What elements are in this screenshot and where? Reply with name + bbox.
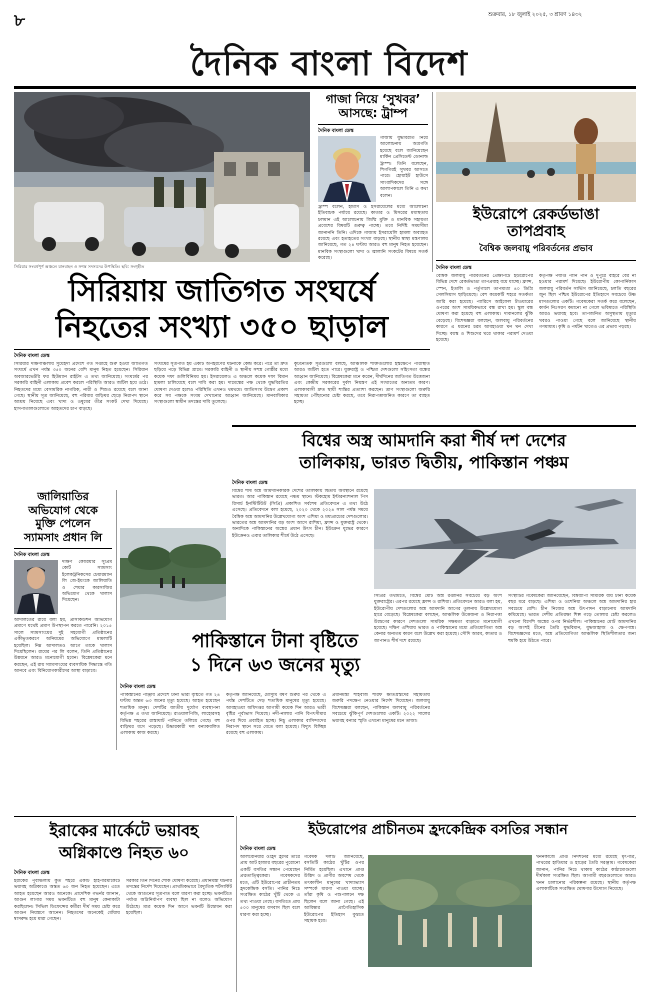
iraq-col2: সরকার তিন দিনের শোক ঘোষণা করেছে। প্রধানমন্ত্রী ঘটনার তদন্তের নির্দেশ দিয়েছেন। প্রাথমিকভাবে বৈদ্যুতিক শর্টসার্কিট থেকে আগুনের সূত্রপাত বলে ধারণা করা হচ্ছে। ভবনটিতে পর্যাপ্ত অগ্নিনির্বাপণ ব্যবস্থা ছিল না বলেও অভিযোগ উঠেছে। মাত্র কয়েক দিন আগে ভবনটি উদ্বোধন করা হয়েছিল।: [126, 879, 232, 917]
arms-byline: দৈনিক বাংলা ডেস্ক: [232, 481, 268, 486]
syria-col2: সংঘর্ষের সূত্রপাত হয় একটি অপহরণের ঘটনাকে কেন্দ্র করে। পরে তা দ্রুত ছড়িয়ে পড়ে বিভিন্ন গ্রামে। সরকারি বাহিনী ও স্থানীয় সশস্ত্র গোষ্ঠীর মধ্যে কয়েক দফা গুলিবিনিময় হয়। ইসরায়েলও এ অঞ্চলে কয়েক দফা বিমান হামলা চালিয়েছে বলে দাবি করা হয়। দামেস্কের পক্ষ থেকে যুদ্ধবিরতির ঘোষণা দেওয়া হলেও পরিস্থিতি এখনও থমথমে। জাতিসংঘ উদ্বেগ প্রকাশ করে সব পক্ষকে সংযম দেখানোর আহ্বান জানিয়েছে। মানবাধিকার সংস্থাগুলো স্বাধীন তদন্তের দাবি তুলেছে।: [154, 362, 288, 406]
europe-heat-byline: দৈনিক বাংলা ডেস্ক: [436, 266, 472, 271]
samsung-headline-line2: অভিযোগ থেকে: [28, 503, 98, 517]
samsung-body-main: আদালতের রায়ে বলা হয়, প্রসিকিউশন অভিযোগ প্রমাণে যথেষ্ট প্রমাণ উপস্থাপন করতে পারেনি। ২০১৫ সালে স্যামসাংয়ের দুই সহযোগী প্রতিষ্ঠানের একীভূতকরণে অনিয়মের অভিযোগে মামলাটি হয়েছিল। নিম্ন আদালতও আগে তাকে খালাস দিয়েছিলেন। রায়ের পর লি বলেন, তিনি প্রতিষ্ঠানের উন্নয়নে আরও মনোযোগী হবেন। বিশ্লেষকেরা মনে করছেন, এই রায় স্যামসাংয়ের ব্যবসায়িক সিদ্ধান্তে গতি আনবে এবং বিনিয়োগকারীদের আস্থা বাড়াবে।: [14, 618, 112, 675]
pakistan-headline: [120, 630, 430, 678]
samsung-chief-photo: [14, 560, 58, 614]
gaza-body-side: গাজায় যুদ্ধবিরতি নিয়ে আলোচনায় অগ্রগতি হয়েছে বলে জানিয়েছেন মার্কিন প্রেসিডেন্ট ডোনাল্ড ট্রাম্প। তিনি বলেছেন, শিগগিরই সুখবর আসতে পারে। হোয়াইট হাউসে সাংবাদিকদের সঙ্গে আলাপকালে তিনি এ কথা বলেন।: [380, 136, 428, 199]
arms-top-rule: [232, 425, 636, 427]
column-divider: [116, 490, 117, 750]
pakistan-col1: পাকিস্তানের পাঞ্জাব প্রদেশে টানা ভারী বৃষ্টিতে গত ২৪ ঘণ্টায় অন্তত ৬৩ জনের মৃত্যু হয়েছে। আহত হয়েছেন শতাধিক মানুষ। দেশটির জাতীয় দুর্যোগ ব্যবস্থাপনা কর্তৃপক্ষ এ তথ্য জানিয়েছে। রাওয়ালপিন্ডি, লাহোরসহ বিভিন্ন শহরের রাস্তাঘাট পানিতে তলিয়ে গেছে। বহু বাড়িঘর ধসে পড়েছে। উদ্ধারকারী দল বন্যাকবলিত এলাকায় কাজ করছে।: [120, 693, 220, 737]
neolithic-site-photo: [368, 855, 532, 967]
arms-col2: সিপ্রির তথ্যমতে, বিশ্বের মোট অস্ত্র রপ্তানির সবচেয়ে বড় অংশ যুক্তরাষ্ট্রের। এরপর রয়েছে ফ্রান্স ও রাশিয়া। প্রতিবেদনে আরও বলা হয়, ইউরোপীয় দেশগুলোর অস্ত্র আমদানি আগের তুলনায় উল্লেখযোগ্য হারে বেড়েছে। বিশ্লেষকেরা বলছেন, আঞ্চলিক উত্তেজনা ও নিরাপত্তা উদ্বেগের কারণে দেশগুলো সামরিক সক্ষমতা বাড়াতে মনোযোগী হয়েছে। দক্ষিণ এশিয়ায় ভারত ও পাকিস্তানের মধ্যে প্রতিযোগিতা অস্ত্র কেনার অন্যতম কারণ বলে উল্লেখ করা হয়েছে। সৌদি আরব, কাতার ও জাপানও শীর্ষ দশে রয়েছে।: [374, 594, 502, 644]
syria-headline-rule: [14, 349, 430, 350]
page-number: ৮: [14, 11, 26, 31]
syria-col1: সিরিয়ার দক্ষিণাঞ্চলীয় সুয়েইদা প্রদেশে গত সপ্তাহে শুরু হওয়া জাতিগত সংঘর্ষে এখন পর্যন্ত ৩৫০ জনের বেশি মানুষ নিহত হয়েছেন। সিরিয়ান অবজারভেটরি ফর হিউম্যান রাইটস এ তথ্য জানিয়েছে। সংঘর্ষের পর সরকারি বাহিনী এলাকায় প্রবেশ করলে পরিস্থিতি আরও জটিল হয়ে ওঠে। নিহতদের মধ্যে বেসামরিক নাগরিক, নারী ও শিশুও রয়েছে বলে জানা গেছে। স্থানীয় সূত্র জানিয়েছে, বহু পরিবার বাড়িঘর ছেড়ে নিরাপদ স্থানে আশ্রয় নিয়েছে এবং খাদ্য ও ওষুধের তীব্র সংকট দেখা দিয়েছে। হাসপাতালগুলোতে আহতদের চাপ বাড়ছে।: [14, 362, 148, 412]
samsung-headline-line4: স্যামসাং প্রধান লি: [23, 530, 103, 544]
arms-headline-line1: বিশ্বের অস্ত্র আমদানি করা শীর্ষ দশ দেশের: [302, 431, 566, 450]
neolithic-col2: গবেষক দলটি জানিয়েছে, বসতিটি কাঠের খুঁটির ওপর নির্মিত হয়েছিল। এখানে প্রাপ্ত উদ্ভিদ ও প্রাণীর অবশেষ থেকে তৎকালীন মানুষের খাদ্যাভ্যাস সম্পর্কে ধারণা পাওয়া যাচ্ছে। তাঁরা কৃষি ও পশুপালনে দক্ষ ছিলেন বলে জানা গেছে। এই আবিষ্কার প্রাগৈতিহাসিক ইউরোপের ইতিহাস বুঝতে সহায়ক হবে।: [304, 855, 364, 925]
masthead-rule: [14, 86, 636, 89]
trump-photo: [318, 136, 376, 202]
europe-heat-col1: বৈশ্বিক জলবায়ু পরিবর্তনের প্রেক্ষাপটে ইউরোপের বিভিন্ন দেশে রেকর্ডভাঙা তাপপ্রবাহ বয়ে যাচ্ছে। ফ্রান্স, স্পেন, ইতালি ও পর্তুগালে তাপমাত্রা ৪০ ডিগ্রি সেলসিয়াস ছাড়িয়েছে। বেশ কয়েকটি শহরে সতর্কতা জারি করা হয়েছে। প্যারিসে আইফেল টাওয়ারের ওপরের অংশ সাময়িকভাবে বন্ধ রাখা হয়। স্কুল বন্ধ ঘোষণা করা হয়েছে বহু এলাকায়। দাবানলের ঝুঁকি বেড়েছে। বিশেষজ্ঞরা বলছেন, জলবায়ু পরিবর্তনের কারণে এ ধরনের চরম আবহাওয়া ঘন ঘন দেখা দিচ্ছে। বয়স্ক ও শিশুদের ঘরে থাকার পরামর্শ দেওয়া হয়েছে।: [436, 274, 533, 344]
pakistan-col2: কর্তৃপক্ষ জানিয়েছে, মৌসুমি বর্ষণ শুরুর পর থেকে এ পর্যন্ত দেশটিতে দেড় শতাধিক মানুষের মৃত্যু হয়েছে। আবহাওয়া অধিদপ্তর আগামী কয়েক দিন আরও ভারী বৃষ্টির পূর্বাভাস দিয়েছে। নদী-নালার পানি বিপৎসীমার ওপর দিয়ে প্রবাহিত হচ্ছে। নিচু এলাকার বাসিন্দাদের নিরাপদ স্থানে সরে যেতে বলা হয়েছে। বিদ্যুৎ বিচ্ছিন্ন রয়েছে বহু এলাকায়।: [226, 693, 326, 737]
pakistan-flood-photo: [120, 528, 226, 620]
europe-heat-headline-line2: তাপপ্রবাহ: [507, 222, 565, 241]
europe-heat-rule: [436, 260, 636, 261]
neolithic-top-rule: [240, 816, 636, 817]
arms-col1: বিশ্বের শীর্ষ অস্ত্র আমদানিকারক দেশের তালিকায় দ্বিতীয় অবস্থানে রয়েছে ভারত। আর পাকিস্তান রয়েছে পঞ্চম স্থানে। স্টকহোম ইন্টারন্যাশনাল পিস রিসার্চ ইনস্টিটিউট (সিপ্রি) প্রকাশিত সর্বশেষ প্রতিবেদনে এ তথ্য উঠে এসেছে। প্রতিবেদনে বলা হয়েছে, ২০২০ থেকে ২০২৪ সাল পর্যন্ত সময়ে বৈশ্বিক অস্ত্র আমদানির উল্লেখযোগ্য অংশ এশিয়া ও মধ্যপ্রাচ্যের দেশগুলোর। ভারতের অস্ত্র আমদানির বড় অংশ আসে রাশিয়া, ফ্রান্স ও যুক্তরাষ্ট্র থেকে। অন্যদিকে পাকিস্তানের অস্ত্রের প্রধান উৎস চীন। ইউক্রেন যুদ্ধের কারণে ইউক্রেনও এবার তালিকার শীর্ষে উঠে এসেছে।: [232, 489, 368, 539]
samsung-headline-rule: [14, 548, 112, 549]
iraq-top-rule: [14, 816, 234, 817]
pakistan-headline-line2: ১ দিনে ৬৩ জনের মৃত্যু: [189, 655, 361, 676]
gaza-headline-line2: আসছে: ট্রাম্প: [338, 105, 408, 120]
syria-headline-line1: সিরিয়ায় জাতিগত সংঘর্ষে: [68, 274, 376, 309]
iraq-headline-line1: ইরাকের মার্কেটে ভয়াবহ: [49, 821, 199, 840]
gaza-headline-line1: গাজা নিয়ে ‘সুখবর’: [325, 92, 421, 106]
arms-headline: [232, 430, 636, 474]
arms-col3: সংস্থাটির গবেষকেরা জানিয়েছেন, বিশ্বব্যাপী সামরিক ব্যয় টানা কয়েক বছর ধরে বাড়ছে। এশিয়া ও ওশেনিয়া অঞ্চলে অস্ত্র আমদানির হার সবচেয়ে বেশি। চীন নিজের অস্ত্র উৎপাদন বাড়ানোয় আমদানি কমিয়েছে। ভারত দেশীয় প্রতিরক্ষা শিল্প গড়ে তোলার চেষ্টা করলেও এখনো বিদেশি অস্ত্রের ওপর নির্ভরশীল। পাকিস্তানের মোট আমদানির বড় অংশই চীনের তৈরি যুদ্ধবিমান, যুদ্ধজাহাজ ও ক্ষেপণাস্ত্র। বিশেষজ্ঞদের মতে, অস্ত্র প্রতিযোগিতা আঞ্চলিক স্থিতিশীলতার জন্য হুমকি হয়ে উঠতে পারে।: [508, 594, 636, 644]
fighter-jet-photo: [374, 489, 636, 589]
europe-heat-headline: [436, 206, 636, 241]
column-divider: [236, 816, 237, 992]
europe-heat-headline-line1: ইউরোপে রেকর্ডভাঙা: [472, 205, 600, 223]
iraq-headline: [14, 820, 234, 864]
iraq-byline: দৈনিক বাংলা ডেস্ক: [14, 871, 50, 876]
gaza-byline: দৈনিক বাংলা ডেস্ক: [318, 129, 354, 134]
samsung-headline-line3: মুক্তি পেলেন: [35, 517, 91, 530]
gaza-headline: [318, 93, 428, 121]
neolithic-byline: দৈনিক বাংলা ডেস্ক: [240, 847, 276, 852]
europe-heat-subhead: বৈশ্বিক জলবায়ু পরিবর্তনের প্রভাব: [479, 244, 593, 254]
gaza-headline-rule: [318, 124, 428, 125]
samsung-body-side: দক্ষিণ কোরিয়ার সুপ্রিম কোর্ট স্যামসাং ইলেকট্রনিকসের চেয়ারম্যান লি জে-ইয়ংকে জালিয়াতি ও শেয়ার কারসাজির অভিযোগ থেকে খালাস দিয়েছেন।: [62, 560, 112, 604]
syria-headline-line2: নিহতের সংখ্যা ৩৫০ ছাড়াল: [55, 310, 389, 345]
arms-headline-line2: তালিকায়, ভারত দ্বিতীয়, পাকিস্তান পঞ্চম: [299, 453, 569, 472]
samsung-byline: দৈনিক বাংলা ডেস্ক: [14, 553, 50, 558]
syria-byline: দৈনিক বাংলা ডেস্ক: [14, 354, 50, 359]
europe-heat-col2: কর্তৃপক্ষ পর্যাপ্ত পানি পান ও দুপুরে বাইরে বের না হওয়ার পরামর্শ দিয়েছে। ইউরোপীয় কোপার্নিকাস জলবায়ু পরিবর্তন সার্ভিস জানিয়েছে, চলতি বছরের জুন ছিল পশ্চিম ইউরোপের ইতিহাসে সবচেয়ে উষ্ণ মাসগুলোর একটি। গবেষকেরা সতর্ক করে বলেছেন, কার্বন নিঃসরণ কমানো না গেলে ভবিষ্যতে পরিস্থিতি আরও ভয়াবহ হবে। তাপজনিত অসুস্থতায় মৃত্যুর খবরও পাওয়া গেছে বলে জানিয়েছে স্থানীয় গণমাধ্যম। কৃষি ও পর্যটন খাতেও এর প্রভাব পড়ছে।: [539, 274, 636, 331]
pakistan-byline: দৈনিক বাংলা ডেস্ক: [120, 685, 156, 690]
pakistan-col3: প্রধানমন্ত্রী শাহবাজ শরিফ ক্ষতিগ্রস্তদের সহায়তায় জরুরি পদক্ষেপ নেওয়ার নির্দেশ দিয়েছেন। জলবায়ু বিশেষজ্ঞরা বলছেন, পাকিস্তান জলবায়ু পরিবর্তনের সবচেয়ে ঝুঁকিপূর্ণ দেশগুলোর একটি। ২০২২ সালের ভয়াবহ বন্যার স্মৃতি এখনো মানুষের মনে তাজা।: [332, 693, 430, 724]
masthead-title: দৈনিক বাংলা বিদেশ: [190, 44, 468, 84]
dateline: শুক্রবার, ১৮ জুলাই ২০২৫, ৩ শ্রাবণ ১৪৩২: [488, 12, 582, 18]
samsung-headline: [14, 490, 112, 544]
iraq-headline-line2: অগ্নিকাণ্ডে নিহত ৬০: [58, 843, 190, 862]
column-divider: [432, 92, 433, 272]
gaza-body-main: ট্রাম্প বলেন, হামাস ও ইসরায়েলের মধ্যে আলোচনা ইতিবাচক পর্যায়ে রয়েছে। কাতার ও মিসরের মধ্যস্থতায় চলমান এই আলোচনায় জিম্মি মুক্তি ও মানবিক সহায়তা প্রবেশের বিষয়টি গুরুত্ব পাচ্ছে। তবে নির্দিষ্ট সময়সীমা জানাননি তিনি। এদিকে গাজায় ইসরায়েলি হামলা অব্যাহত রয়েছে এবং হতাহতের সংখ্যা বাড়ছে। স্থানীয় স্বাস্থ্য মন্ত্রণালয় জানিয়েছে, গত ২৪ ঘণ্টায় আরও বহু মানুষ নিহত হয়েছেন। মানবিক সংস্থাগুলো খাদ্য ও জ্বালানি সংকটের বিষয়ে সতর্ক করেছে।: [318, 205, 428, 262]
syria-photo-caption: সিরিয়ার সংঘর্ষপূর্ণ অঞ্চলে যানবাহন ও সশস্ত্র সদস্যদের উপস্থিতি। ছবি: সংগৃহীত: [14, 264, 145, 269]
syria-headline: [14, 274, 430, 346]
samsung-headline-line1: জালিয়াতির: [37, 490, 89, 503]
neolithic-col1: আলবেনিয়ার ওহ্রিদ হ্রদের তীরে প্রায় আট হাজার বছরের পুরোনো একটি বসতির সন্ধান পেয়েছেন প্রত্নতাত্ত্বিকেরা। গবেষকদের মতে, এটি ইউরোপের প্রাচীনতম হ্রদকেন্দ্রিক বসতি। পানির নিচে সংরক্ষিত কাঠের খুঁটি থেকে এ তথ্য পাওয়া গেছে। বসতিতে প্রায় ৫০০ মানুষের বসবাস ছিল বলে ধারণা করা হচ্ছে।: [240, 855, 300, 918]
syria-photo: [14, 92, 310, 262]
neolithic-headline: ইউরোপের প্রাচীনতম হ্রদকেন্দ্রিক বসতির সন্ধান: [308, 822, 568, 838]
neolithic-col3: খননকাজে প্রাপ্ত নিদর্শনের মধ্যে রয়েছে মৃৎপাত্র, পাথরের হাতিয়ার ও হাড়ের তৈরি সরঞ্জাম। গবেষকেরা জানান, পানির নিচে থাকায় কাঠের কাঠামোগুলো দীর্ঘকাল সংরক্ষিত ছিল। আগামী বছরগুলোতে আরও খনন চালানোর পরিকল্পনা রয়েছে। স্থানীয় কর্তৃপক্ষ এলাকাটিকে সংরক্ষিত ঘোষণার উদ্যোগ নিয়েছে।: [536, 855, 636, 893]
pakistan-headline-line1: পাকিস্তানে টানা বৃষ্টিতে: [191, 631, 359, 652]
iraq-col1: ইরাকের পূর্বাঞ্চলীয় কুত শহরে একটি হাইপারমার্কেটে ভয়াবহ অগ্নিকাণ্ডে অন্তত ৬০ জন নিহত হয়েছেন। এতে আহত হয়েছেন আরও অনেকে। প্রাদেশিক গভর্নর জানান, আগুন লাগার সময় ভবনটিতে বহু মানুষ কেনাকাটা করছিলেন। সিভিল ডিফেন্সের কর্মীরা দীর্ঘ সময় চেষ্টা করে আগুন নিয়ন্ত্রণে আনেন। নিহতদের অনেকেই ধোঁয়ায় শ্বাসরুদ্ধ হয়ে মারা গেছেন।: [14, 879, 120, 923]
syria-col3: কূটনৈতিক সূত্রগুলো বলছে, আঞ্চলিক শক্তিগুলোর হস্তক্ষেপে পরিস্থিতি আরও জটিল হতে পারে। যুক্তরাষ্ট্র ও পশ্চিমা দেশগুলো সহিংসতা বন্ধের আহ্বান জানিয়েছে। বিশ্লেষকেরা মনে করেন, দীর্ঘদিনের জাতিগত উত্তেজনা এবং কেন্দ্রীয় সরকারের দুর্বল নিয়ন্ত্রণ এই সংঘাতের অন্যতম কারণ। এলাকাবাসী দ্রুত স্থায়ী শান্তির প্রত্যাশা করছেন। ত্রাণ সংস্থাগুলো জরুরি সহায়তা পৌঁছানোর চেষ্টা করছে, তবে নিরাপত্তাজনিত কারণে তা ব্যাহত হচ্ছে।: [294, 362, 430, 406]
europe-heat-photo: [436, 92, 636, 202]
